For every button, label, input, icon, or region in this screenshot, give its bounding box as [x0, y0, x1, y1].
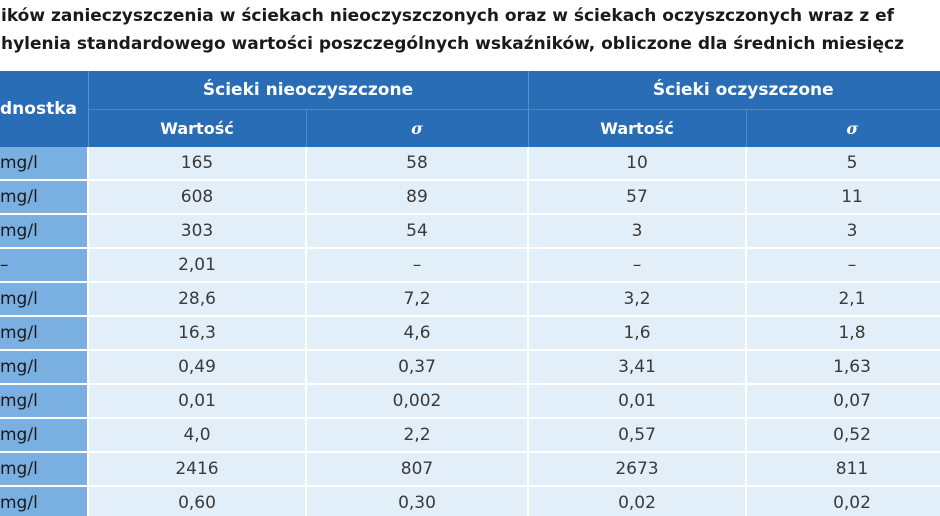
unit-cell: –: [0, 248, 88, 282]
treated-value-cell: 10: [528, 147, 746, 180]
raw-value-cell: 16,3: [88, 316, 306, 350]
raw-value-cell: 608: [88, 180, 306, 214]
treated-sigma-cell: 3: [746, 214, 940, 248]
treated-value-cell: 2673: [528, 452, 746, 486]
treated-value-cell: 0,01: [528, 384, 746, 418]
table-row: [0, 316, 940, 350]
treated-sigma-cell: 2,1: [746, 282, 940, 316]
raw-value-cell: 4,0: [88, 418, 306, 452]
caption-line-1: ików zanieczyszczenia w ściekach nieoczyszczonych oraz w ściekach oczyszczonych wraz z ef: [1, 6, 895, 26]
treated-sigma-cell: 0,07: [746, 384, 940, 418]
raw-sigma-cell: –: [306, 248, 528, 282]
unit-cell: mg/l: [0, 147, 88, 180]
raw-sigma-cell: 54: [306, 214, 528, 248]
treated-sigma-cell: –: [746, 248, 940, 282]
treated-value-cell: 3,41: [528, 350, 746, 384]
raw-value-header: Wartość: [88, 110, 306, 148]
table-row: [0, 248, 940, 282]
unit-cell: mg/l: [0, 180, 88, 214]
raw-sigma-cell: 0,37: [306, 350, 528, 384]
table-row: [0, 350, 940, 384]
raw-sigma-header: σ: [306, 110, 528, 148]
treated-value-cell: 1,6: [528, 316, 746, 350]
group-header-raw: Ścieki nieoczyszczone: [88, 71, 528, 110]
raw-sigma-cell: 89: [306, 180, 528, 214]
treated-sigma-header: σ: [746, 110, 940, 148]
raw-sigma-cell: 807: [306, 452, 528, 486]
treated-value-header: Wartość: [528, 110, 746, 148]
unit-cell: mg/l: [0, 486, 88, 516]
treated-sigma-cell: 811: [746, 452, 940, 486]
raw-value-cell: 2,01: [88, 248, 306, 282]
raw-sigma-cell: 2,2: [306, 418, 528, 452]
raw-value-cell: 0,49: [88, 350, 306, 384]
table-row: [0, 486, 940, 516]
raw-value-cell: 2416: [88, 452, 306, 486]
treated-value-cell: 0,57: [528, 418, 746, 452]
unit-cell: mg/l: [0, 282, 88, 316]
group-header-treated: Ścieki oczyszczone: [528, 71, 940, 110]
table-row: [0, 418, 940, 452]
unit-cell: mg/l: [0, 452, 88, 486]
unit-cell: mg/l: [0, 350, 88, 384]
treated-sigma-cell: 11: [746, 180, 940, 214]
table-body: [0, 147, 940, 516]
treated-value-cell: 0,02: [528, 486, 746, 516]
treated-sigma-cell: 5: [746, 147, 940, 180]
unit-column-header: dnostka: [0, 71, 88, 147]
raw-value-cell: 0,60: [88, 486, 306, 516]
table-row: [0, 384, 940, 418]
treated-sigma-cell: 1,63: [746, 350, 940, 384]
treated-sigma-cell: 1,8: [746, 316, 940, 350]
table-row: [0, 214, 940, 248]
unit-cell: mg/l: [0, 418, 88, 452]
treated-value-cell: 57: [528, 180, 746, 214]
treated-sigma-cell: 0,52: [746, 418, 940, 452]
table-row: [0, 282, 940, 316]
unit-cell: mg/l: [0, 214, 88, 248]
treated-value-cell: –: [528, 248, 746, 282]
treated-value-cell: 3: [528, 214, 746, 248]
raw-value-cell: 303: [88, 214, 306, 248]
raw-value-cell: 165: [88, 147, 306, 180]
data-table-container: [0, 71, 940, 516]
raw-sigma-cell: 0,002: [306, 384, 528, 418]
raw-sigma-cell: 4,6: [306, 316, 528, 350]
pollutant-table: [0, 71, 940, 516]
raw-value-cell: 0,01: [88, 384, 306, 418]
treated-sigma-cell: 0,02: [746, 486, 940, 516]
treated-value-cell: 3,2: [528, 282, 746, 316]
table-row: [0, 180, 940, 214]
raw-sigma-cell: 7,2: [306, 282, 528, 316]
raw-value-cell: 28,6: [88, 282, 306, 316]
unit-cell: mg/l: [0, 316, 88, 350]
caption-line-2: hylenia standardowego wartości poszczególnych wskaźników, obliczone dla średnich miesięcz: [1, 34, 904, 54]
unit-cell: mg/l: [0, 384, 88, 418]
raw-sigma-cell: 0,30: [306, 486, 528, 516]
table-caption: [0, 0, 940, 71]
raw-sigma-cell: 58: [306, 147, 528, 180]
table-row: [0, 452, 940, 486]
table-row: [0, 147, 940, 180]
